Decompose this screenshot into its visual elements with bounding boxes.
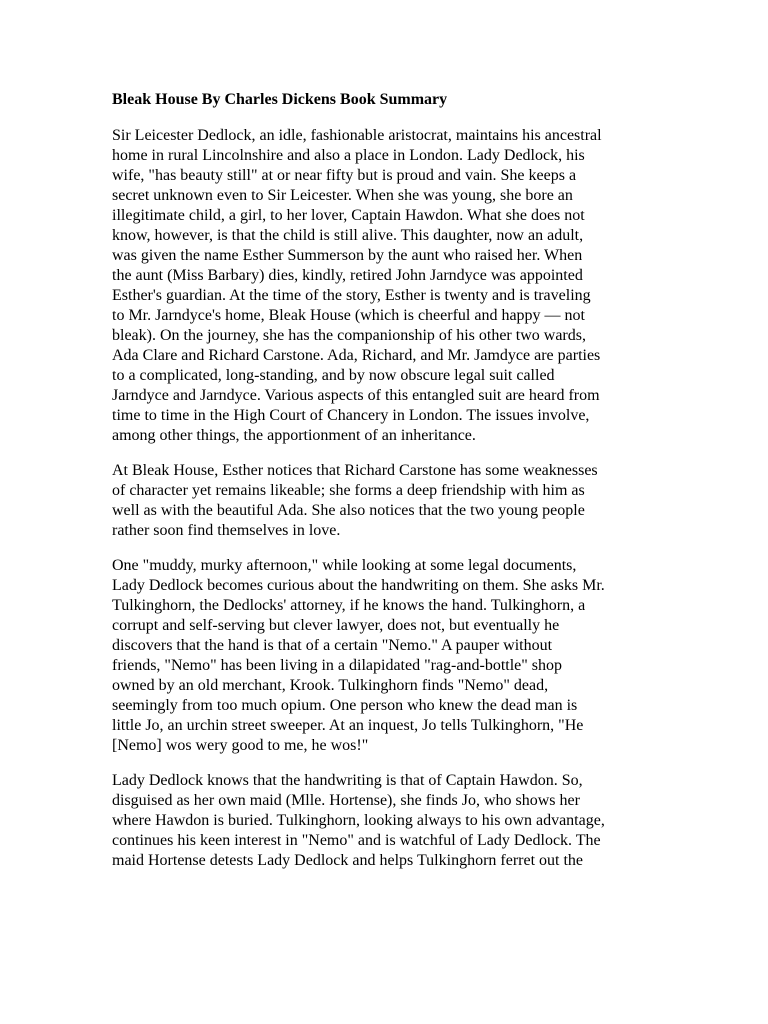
text-line: friends, "Nemo" has been living in a dilapidated "rag-and-bottle" shop bbox=[112, 657, 563, 674]
text-line: home in rural Lincolnshire and also a place in London. Lady Dedlock, his bbox=[112, 147, 585, 164]
text-line: maid Hortense detests Lady Dedlock and helps Tulkinghorn ferret out the bbox=[112, 852, 584, 869]
text-line: Lady Dedlock knows that the handwriting is that of Captain Hawdon. So, bbox=[112, 772, 583, 789]
text-line: corrupt and self-serving but clever lawyer, does not, but eventually he bbox=[112, 617, 560, 634]
text-line: One "muddy, murky afternoon," while looking at some legal documents, bbox=[112, 557, 577, 574]
text-line: illegitimate child, a girl, to her lover, Captain Hawdon. What she does not bbox=[112, 207, 585, 224]
text-line: At Bleak House, Esther notices that Richard Carstone has some weaknesses bbox=[112, 462, 598, 479]
text-line: seemingly from too much opium. One person who knew the dead man is bbox=[112, 697, 578, 714]
text-line: Tulkinghorn, the Dedlocks' attorney, if he knows the hand. Tulkinghorn, a bbox=[112, 597, 586, 614]
text-line: continues his keen interest in "Nemo" and is watchful of Lady Dedlock. The bbox=[112, 832, 601, 849]
text-line: know, however, is that the child is still alive. This daughter, now an adult, bbox=[112, 227, 584, 244]
document-title: Bleak House By Charles Dickens Book Summary bbox=[112, 91, 448, 108]
document-body bbox=[112, 126, 644, 871]
text-line: disguised as her own maid (Mlle. Hortense), she finds Jo, who shows her bbox=[112, 792, 580, 809]
text-line: Jarndyce and Jarndyce. Various aspects of this entangled suit are heard from bbox=[112, 387, 600, 404]
text-line: Lady Dedlock becomes curious about the handwriting on them. She asks Mr. bbox=[112, 577, 605, 594]
text-line: among other things, the apportionment of an inheritance. bbox=[112, 427, 476, 444]
text-line: secret unknown even to Sir Leicester. When she was young, she bore an bbox=[112, 187, 573, 204]
paragraph bbox=[112, 556, 644, 756]
text-line: Sir Leicester Dedlock, an idle, fashionable aristocrat, maintains his ancestral bbox=[112, 127, 602, 144]
document-page bbox=[112, 89, 644, 886]
text-line: well as with the beautiful Ada. She also notices that the two young people bbox=[112, 502, 585, 519]
text-line: rather soon find themselves in love. bbox=[112, 522, 341, 539]
text-line: owned by an old merchant, Krook. Tulkinghorn finds "Nemo" dead, bbox=[112, 677, 549, 694]
text-line: Ada Clare and Richard Carstone. Ada, Richard, and Mr. Jamdyce are parties bbox=[112, 347, 601, 364]
text-line: [Nemo] wos wery good to me, he wos!" bbox=[112, 737, 369, 754]
text-line: little Jo, an urchin street sweeper. At an inquest, Jo tells Tulkinghorn, "He bbox=[112, 717, 584, 734]
paragraph bbox=[112, 126, 644, 446]
text-line: time to time in the High Court of Chancery in London. The issues involve, bbox=[112, 407, 590, 424]
text-line: bleak). On the journey, she has the companionship of his other two wards, bbox=[112, 327, 586, 344]
text-line: the aunt (Miss Barbary) dies, kindly, retired John Jarndyce was appointed bbox=[112, 267, 583, 284]
text-line: to a complicated, long-standing, and by now obscure legal suit called bbox=[112, 367, 555, 384]
text-line: Esther's guardian. At the time of the story, Esther is twenty and is traveling bbox=[112, 287, 591, 304]
paragraph bbox=[112, 771, 644, 871]
text-line: discovers that the hand is that of a certain "Nemo." A pauper without bbox=[112, 637, 553, 654]
text-line: of character yet remains likeable; she forms a deep friendship with him as bbox=[112, 482, 585, 499]
text-line: was given the name Esther Summerson by the aunt who raised her. When bbox=[112, 247, 583, 264]
text-line: wife, "has beauty still" at or near fifty but is proud and vain. She keeps a bbox=[112, 167, 577, 184]
paragraph bbox=[112, 461, 644, 541]
text-line: to Mr. Jarndyce's home, Bleak House (which is cheerful and happy — not bbox=[112, 307, 585, 324]
text-line: where Hawdon is buried. Tulkinghorn, looking always to his own advantage, bbox=[112, 812, 605, 829]
